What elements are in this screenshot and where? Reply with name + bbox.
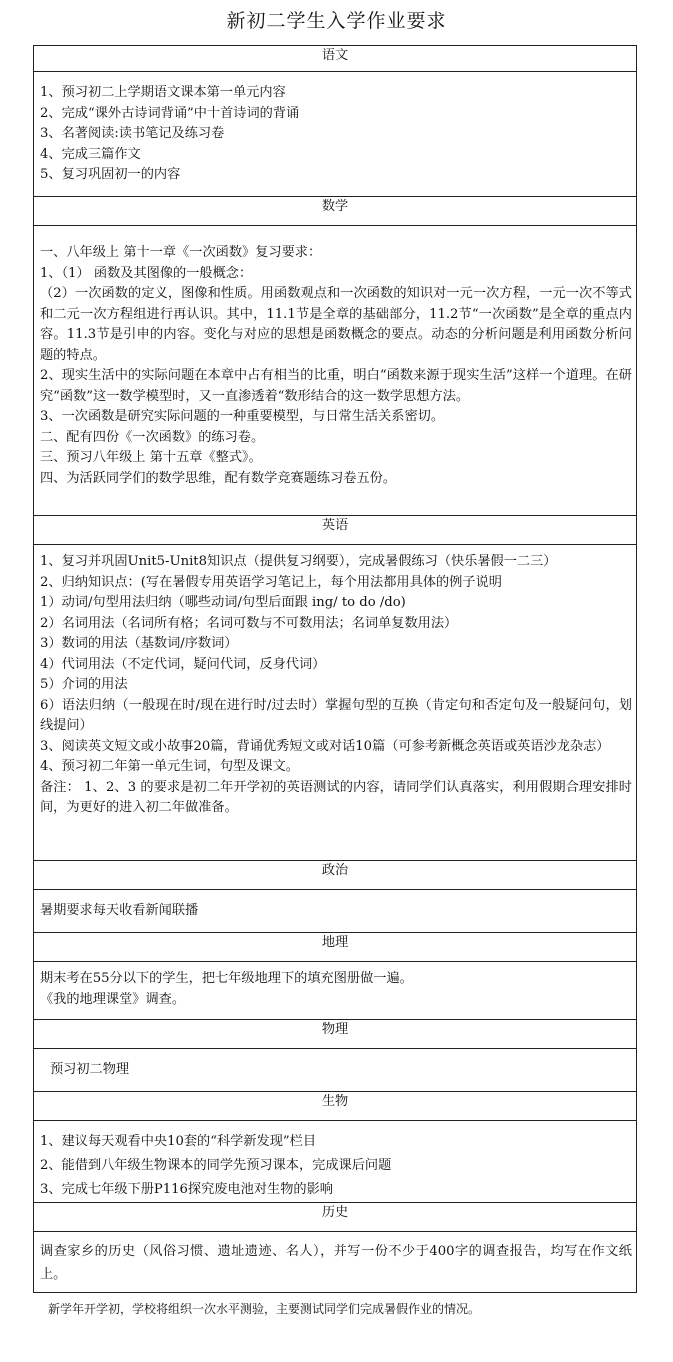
list-item: 备注： 1、2、3 的要求是初二年开学初的英语测试的内容，请同学们认真落实，利用假期合理安排时间，为更好的进入初二年做准备。	[40, 779, 632, 815]
section-body-row	[34, 962, 637, 1020]
list-item: 三、预习八年级上 第十五章《整式》。	[40, 450, 262, 465]
list-item: 2）名词用法（名词所有格；名词可数与不可数用法；名词单复数用法）	[40, 615, 458, 631]
list-item: 1、复习并巩固Unit5-Unit8知识点（提供复习纲要），完成暑假练习（快乐暑假一二三）	[40, 554, 557, 569]
list-item: 四、为活跃同学们的数学思维，配有数学竞赛题练习卷五份。	[40, 470, 397, 486]
list-item: 二、配有四份《一次函数》的练习卷。	[40, 429, 265, 445]
biology-header: 生物	[34, 1092, 637, 1121]
list-item: 4、完成三篇作文	[40, 146, 141, 162]
section-header-row	[34, 1203, 637, 1232]
list-item: 3）数词的用法（基数词/序数词）	[40, 636, 238, 651]
section-body-row	[34, 1049, 637, 1092]
list-item: 3、阅读英文短文或小故事20篇，背诵优秀短文或对话10篇（可参考新概念英语或英语沙龙杂志）	[40, 738, 610, 754]
list-item: 一、八年级上 第十一章《一次函数》复习要求：	[40, 245, 322, 260]
section-header-row	[34, 197, 637, 226]
section-header-row	[34, 1020, 637, 1049]
list-item: （2）一次函数的定义，图像和性质。用函数观点和一次函数的知识对一元一次方程，一元一次不等式和二元一次方程组进行再认识。其中，11.1节是全章的基础部分，11.2节“一次函数”是全章的重点内容。11.3节是引申的内容。变化与对应的思想是函数概念的要点。动态的分析问题是利用函数分析问题的特点。	[40, 286, 632, 363]
geography-body	[34, 962, 637, 1020]
list-item: 5）介词的用法	[40, 677, 128, 692]
english-body	[34, 545, 637, 861]
history-body	[34, 1232, 637, 1293]
list-item: 2、归纳知识点：(写在暑假专用英语学习笔记上，每个用法都用具体的例子说明	[40, 574, 502, 590]
section-header-row	[34, 861, 637, 890]
list-item: 2、完成“课外古诗词背诵”中十首诗词的背诵	[40, 105, 300, 121]
list-item: 《我的地理课堂》调查。	[40, 991, 186, 1007]
section-body-row	[34, 72, 637, 197]
section-header-row	[34, 516, 637, 545]
section-body-row	[34, 545, 637, 861]
physics-body	[34, 1049, 637, 1092]
list-item: 1、预习初二上学期语文课本第一单元内容	[40, 85, 286, 100]
section-body-row	[34, 890, 637, 933]
requirements-table	[33, 45, 637, 1293]
physics-header: 物理	[34, 1020, 637, 1049]
list-item: 1、建议每天观看中央10套的“科学新发现”栏目	[40, 1134, 317, 1149]
english-header: 英语	[34, 516, 637, 545]
geography-header: 地理	[34, 933, 637, 962]
list-item: 5、复习巩固初一的内容	[40, 167, 181, 182]
chinese-header: 语文	[34, 46, 637, 72]
politics-body	[34, 890, 637, 933]
list-item: 1、（1） 函数及其图像的一般概念：	[40, 265, 253, 281]
section-body-row	[34, 1232, 637, 1293]
math-header: 数学	[34, 197, 637, 226]
list-item: 3、完成七年级下册P116探究废电池对生物的影响	[40, 1182, 333, 1197]
section-header-row	[34, 1092, 637, 1121]
page-title: 新初二学生入学作业要求	[226, 10, 447, 32]
biology-body	[34, 1121, 637, 1203]
history-header: 历史	[34, 1203, 637, 1232]
footer-note: 新学年开学初，学校将组织一次水平测验，主要测试同学们完成暑假作业的情况。	[48, 1302, 481, 1316]
list-item: 4、预习初二年第一单元生词，句型及课文。	[40, 759, 299, 774]
list-item: 2、现实生活中的实际问题在本章中占有相当的比重，明白“函数来源于现实生活”这样一个道理。在研究“函数”这一数学模型时，又一直渗透着“数形结合的这一数学思想方法。	[40, 368, 632, 404]
list-item: 期末考在55分以下的学生，把七年级地理下的填充图册做一遍。	[40, 971, 413, 986]
section-body-row	[34, 226, 637, 516]
section-body-row	[34, 1121, 637, 1203]
politics-header: 政治	[34, 861, 637, 890]
list-item: 预习初二物理	[50, 1061, 130, 1077]
section-header-row	[34, 933, 637, 962]
math-body	[34, 226, 637, 516]
list-item: 3、名著阅读:读书笔记及练习卷	[40, 126, 225, 141]
chinese-body	[34, 72, 637, 197]
list-item: 6）语法归纳（一般现在时/现在进行时/过去时）掌握句型的互换（肯定句和否定句及一般疑问句，划线提问）	[40, 697, 632, 733]
list-item: 2、能借到八年级生物课本的同学先预习课本，完成课后问题	[40, 1158, 392, 1173]
list-item: 4）代词用法（不定代词，疑问代词，反身代词）	[40, 656, 326, 672]
list-item: 暑期要求每天收看新闻联播	[40, 902, 199, 918]
section-header-row	[34, 46, 637, 72]
list-item: 1）动词/句型用法归纳（哪些动词/句型后面跟 ing/ to do /do)	[40, 595, 406, 610]
list-item: 调查家乡的历史（风俗习惯、遗址遗迹、名人），并写一份不少于400字的调查报告，均写在作文纸上。	[40, 1244, 632, 1282]
list-item: 3、一次函数是研究实际问题的一种重要模型，与日常生活关系密切。	[40, 409, 445, 424]
